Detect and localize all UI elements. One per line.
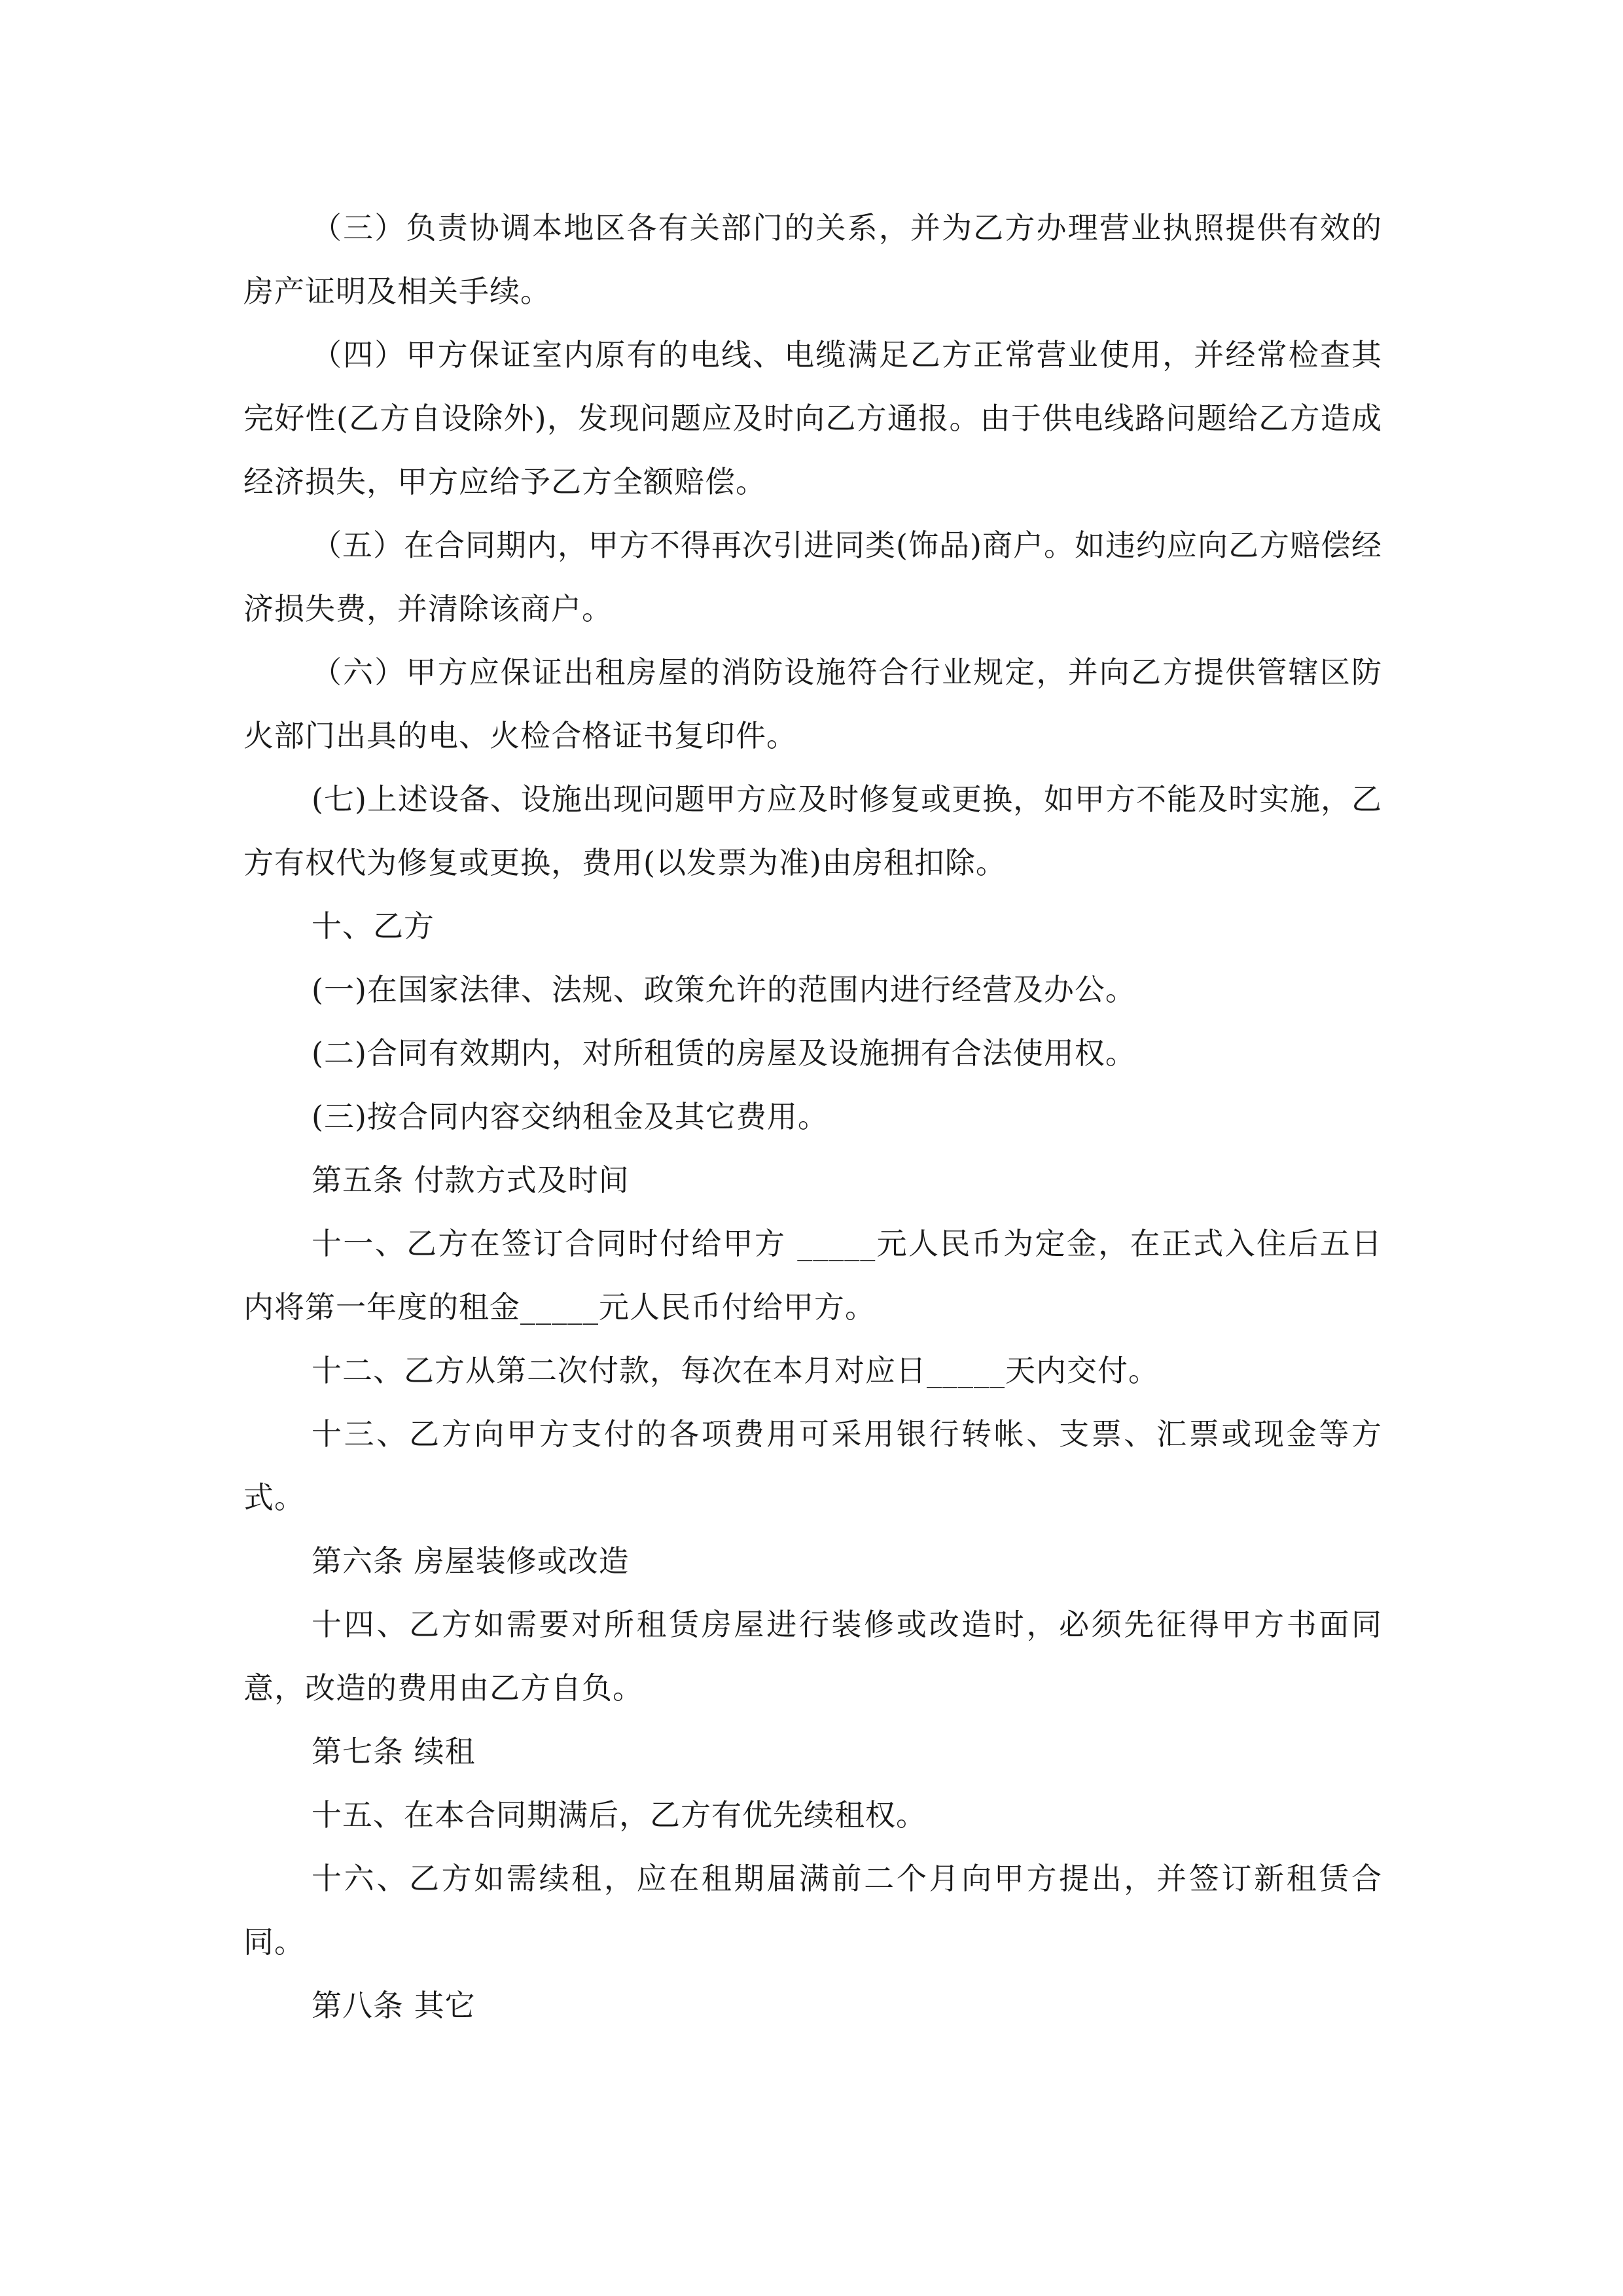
clause-landlord-3: （三）负责协调本地区各有关部门的关系，并为乙方办理营业执照提供有效的房产证明及相关手续。: [243, 210, 1382, 309]
article-8-heading: 第八条 其它: [312, 1988, 476, 2023]
article-7-heading: 第七条 续租: [312, 1734, 476, 1769]
document-body: [243, 196, 1382, 2037]
clause-13: 十三、乙方向甲方支付的各项费用可采用银行转帐、支票、汇票或现金等方式。: [243, 1416, 1382, 1515]
clause-16: 十六、乙方如需续租，应在租期届满前二个月向甲方提出，并签订新租赁合同。: [243, 1861, 1382, 1960]
article-6-heading: 第六条 房屋装修或改造: [312, 1543, 630, 1579]
clause-tenant-1: (一)在国家法律、法规、政策允许的范围内进行经营及办公。: [312, 972, 1136, 1007]
clause-landlord-5: （五）在合同期内，甲方不得再次引进同类(饰品)商户。如违约应向乙方赔偿经济损失费，并清除该商户。: [243, 528, 1382, 626]
clause-landlord-7: (七)上述设备、设施出现问题甲方应及时修复或更换，如甲方不能及时实施，乙方有权代为修复或更换，费用(以发票为准)由房租扣除。: [243, 781, 1382, 880]
clause-tenant-2: (二)合同有效期内，对所租赁的房屋及设施拥有合法使用权。: [312, 1035, 1136, 1071]
clause-11: 十一、乙方在签订合同时付给甲方 _____元人民币为定金，在正式入住后五日内将第一年度的租金_____元人民币付给甲方。: [243, 1226, 1382, 1325]
clause-landlord-4: （四）甲方保证室内原有的电线、电缆满足乙方正常营业使用，并经常检查其完好性(乙方自设除外)，发现问题应及时向乙方通报。由于供电线路问题给乙方造成经济损失，甲方应给予乙方全额赔偿。: [243, 337, 1382, 499]
clause-12: 十二、乙方从第二次付款，每次在本月对应日_____天内交付。: [312, 1353, 1159, 1388]
article-5-heading: 第五条 付款方式及时间: [312, 1162, 630, 1198]
clause-15: 十五、在本合同期满后，乙方有优先续租权。: [312, 1797, 927, 1833]
clause-landlord-6: （六）甲方应保证出租房屋的消防设施符合行业规定，并向乙方提供管辖区防火部门出具的电、火检合格证书复印件。: [243, 655, 1382, 753]
section-tenant-heading: 十、乙方: [312, 908, 435, 944]
clause-14: 十四、乙方如需要对所租赁房屋进行装修或改造时，必须先征得甲方书面同意，改造的费用由乙方自负。: [243, 1607, 1382, 1706]
clause-tenant-3: (三)按合同内容交纳租金及其它费用。: [312, 1099, 829, 1134]
